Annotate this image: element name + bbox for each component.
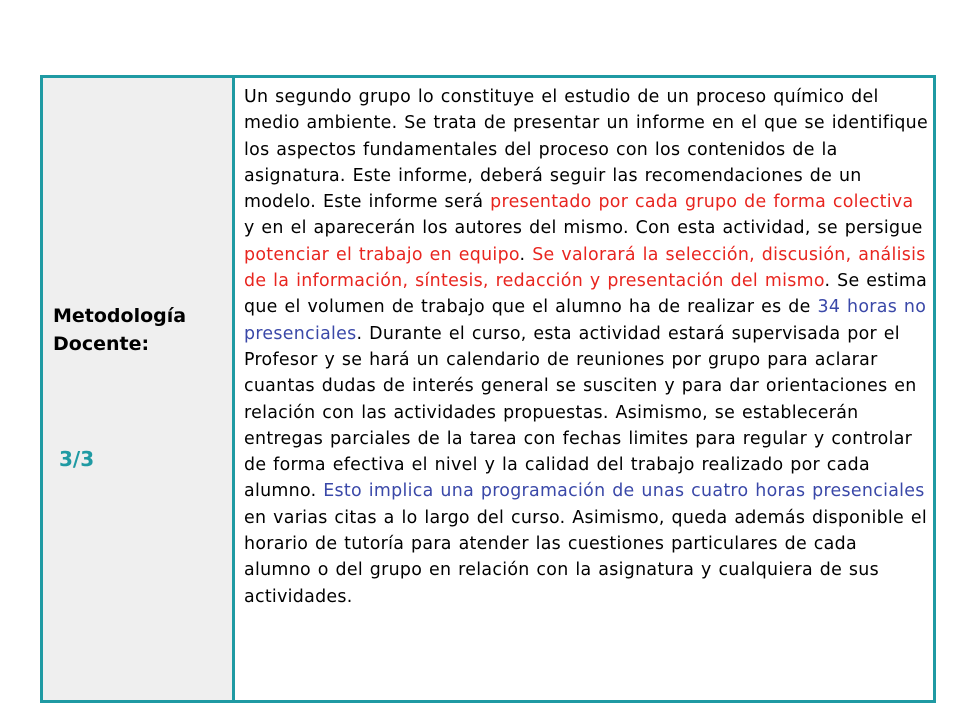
section-label-line-1: Metodología [53,305,187,327]
highlight-teamwork: potenciar el trabajo en equipo [244,244,520,265]
text-segment-1: Un segundo grupo lo constituye el estudio de un proceso químico del medio ambiente. Se trata de presentar un informe en el que se identifique los aspectos fundamentales del proceso con los contenidos de la asignatura. Este informe, deberá seguir las recomendaciones de un modelo. Este informe será [244,87,928,213]
highlight-collective-presentation: presentado por cada grupo de forma colectiva [490,192,914,213]
text-segment-3: . [519,244,533,265]
page-counter: 3/3 [59,447,95,471]
text-segment-6: en varias citas a lo largo del curso. Asimismo, queda además disponible el horario de tutoría para atender las cuestiones particulares de cada alumno o del grupo en relación con la asignatura y cualquiera de sus actividades. [244,507,928,607]
text-segment-5: . Durante el curso, esta actividad estará supervisada por el Profesor y se hará un calendario de reuniones por grupo para aclarar cuantas dudas de interés general se susciten y para dar orientaciones en relación con las actividades propuestas. Asimismo, se establecerán entregas parciales de la tarea con fechas limites para regular y controlar de forma efectiva el nivel y la calidad del trabajo realizado por cada alumno. [244,323,917,502]
text-segment-2: y en el aparecerán los autores del mismo. Con esta actividad, se persigue [244,218,923,239]
highlight-contact-hours: Esto implica una programación de unas cuatro horas presenciales [323,481,925,502]
highlight-non-contact-hours: 34 horas no presenciales [244,297,927,344]
highlight-evaluation-criteria: Se valorará la selección, discusión, análisis de la información, síntesis, redacción y presentación del mismo [244,244,926,292]
text-segment-4: . Se estima que el volumen de trabajo que el alumno ha de realizar es de [244,271,928,318]
section-label [53,302,186,358]
content-table [40,75,936,703]
section-label-line-2: Docente: [53,333,150,355]
description-paragraph [244,84,929,610]
description-cell [235,78,933,700]
label-cell [43,78,235,700]
